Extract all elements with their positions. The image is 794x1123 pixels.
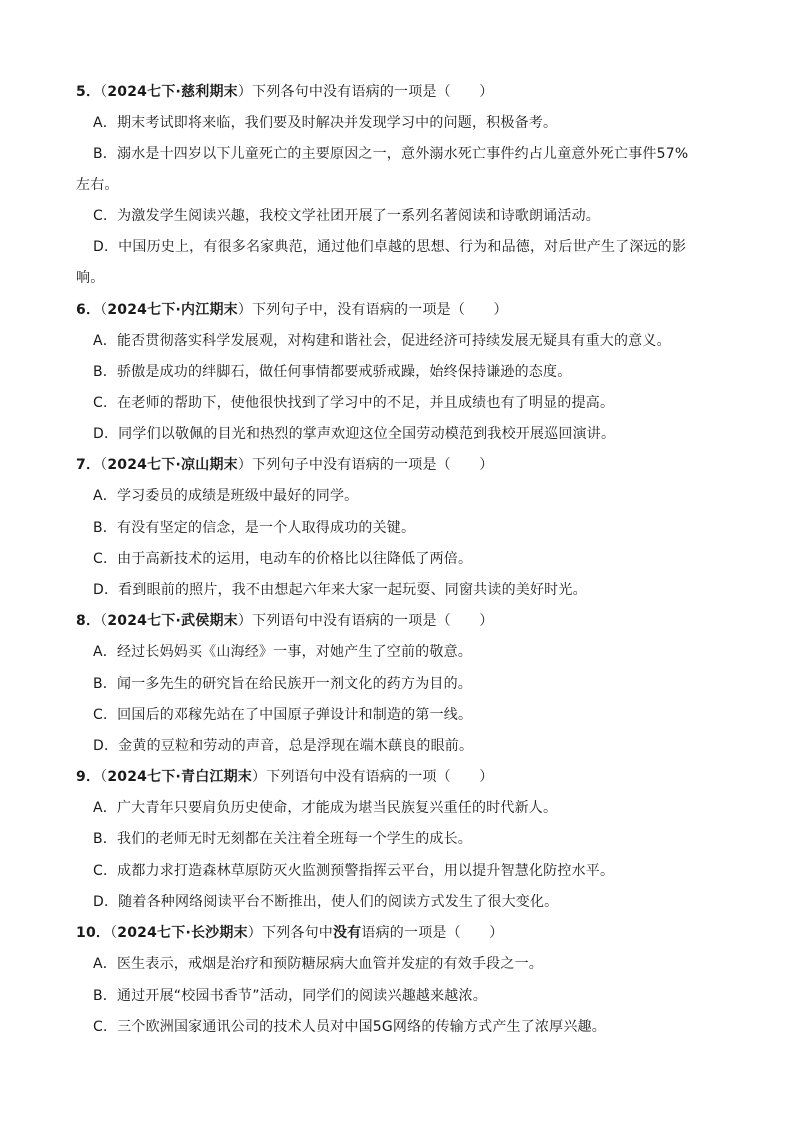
option-a: A．学习委员的成绩是班级中最好的同学。 — [93, 488, 359, 504]
option-c: C．由于高新技术的运用，电动车的价格比以往降低了两倍。 — [93, 551, 473, 567]
question-text-post: 语病的一项是（ ） — [361, 925, 504, 941]
option-d-continued: 响。 — [76, 270, 105, 286]
question-6-stem: 6．（2024七下·内江期末）下列句子中，没有语病的一项是（ ） — [76, 302, 508, 318]
question-text: 下列句子中没有语病的一项是（ ） — [252, 457, 494, 473]
question-number: 6 — [76, 302, 86, 318]
question-number: 7 — [76, 457, 86, 473]
question-10-stem: 10．（2024七下·长沙期末）下列各句中没有语病的一项是（ ） — [76, 925, 504, 941]
question-source: 2024七下·慈利期末 — [107, 84, 238, 100]
option-a: A．医生表示，戒烟是治疗和预防糖尿病大血管并发症的有效手段之一。 — [93, 956, 543, 972]
option-d: D．看到眼前的照片，我不由想起六年来大家一起玩耍、同窗共读的美好时光。 — [93, 582, 587, 598]
question-text: 下列语句中没有语病的一项（ ） — [266, 769, 494, 785]
option-b: B．通过开展“校园书香节”活动，同学们的阅读兴趣越来越浓。 — [93, 988, 487, 1004]
question-text-pre: 下列各句中 — [261, 925, 333, 941]
option-b: B．溺水是十四岁以下儿童死亡的主要原因之一，意外溺水死亡事件约占儿童意外死亡事件57% — [93, 146, 689, 162]
option-b-continued: 左右。 — [76, 177, 119, 193]
option-d: D．同学们以敬佩的目光和热烈的掌声欢迎这位全国劳动模范到我校开展巡回演讲。 — [93, 426, 616, 442]
question-8-stem: 8．（2024七下·武侯期末）下列语句中没有语病的一项是（ ） — [76, 613, 494, 629]
option-a: A．广大青年只要肩负历史使命，才能成为堪当民族复兴重任的时代新人。 — [93, 800, 558, 816]
question-text: 下列语句中没有语病的一项是（ ） — [252, 613, 494, 629]
option-c: C．回国后的邓稼先站在了中国原子弹设计和制造的第一线。 — [93, 707, 473, 723]
option-b: B．我们的老师无时无刻都在关注着全班每一个学生的成长。 — [93, 831, 473, 847]
option-b: B．闻一多先生的研究旨在给民族开一剂文化的药方为目的。 — [93, 676, 473, 692]
option-d: D．中国历史上，有很多名家典范，通过他们卓越的思想、行为和品德，对后世产生了深远的影 — [93, 239, 687, 255]
option-a: A．经过长妈妈买《山海经》一事，对她产生了空前的敬意。 — [93, 644, 472, 660]
question-source: 2024七下·内江期末 — [107, 302, 238, 318]
question-text: 下列句子中，没有语病的一项是（ ） — [252, 302, 508, 318]
question-text: 下列各句中没有语病的一项是（ ） — [252, 84, 494, 100]
option-c: C．在老师的帮助下，使他很快找到了学习中的不足，并且成绩也有了明显的提高。 — [93, 395, 615, 411]
option-c: C．为激发学生阅读兴趣，我校文学社团开展了一系列名著阅读和诗歌朗诵活动。 — [93, 208, 600, 224]
question-source: 2024七下·青白江期末 — [107, 769, 253, 785]
question-number: 10 — [76, 925, 96, 941]
question-number: 8 — [76, 613, 86, 629]
question-5-stem: 5．（2024七下·慈利期末）下列各句中没有语病的一项是（ ） — [76, 84, 494, 100]
option-b: B．有没有坚定的信念，是一个人取得成功的关键。 — [93, 520, 416, 536]
option-a: A．能否贯彻落实科学发展观，对构建和谐社会，促进经济可持续发展无疑具有重大的意义。 — [93, 333, 671, 349]
question-9-stem: 9．（2024七下·青白江期末）下列语句中没有语病的一项（ ） — [76, 769, 494, 785]
question-7-stem: 7．（2024七下·凉山期末）下列句子中没有语病的一项是（ ） — [76, 457, 494, 473]
question-number: 5 — [76, 84, 86, 100]
option-c: C．成都力求打造森林草原防灭火监测预警指挥云平台，用以提升智慧化防控水平。 — [93, 863, 615, 879]
option-d: D．金黄的豆粒和劳动的声音，总是浮现在端木蕻良的眼前。 — [93, 738, 474, 754]
question-number: 9 — [76, 769, 86, 785]
option-c: C．三个欧洲国家通讯公司的技术人员对中国5G网络的传输方式产生了浓厚兴趣。 — [93, 1019, 606, 1035]
question-source: 2024七下·长沙期末 — [117, 925, 248, 941]
option-d: D．随着各种网络阅读平台不断推出，使人们的阅读方式发生了很大变化。 — [93, 894, 559, 910]
question-source: 2024七下·武侯期末 — [107, 613, 238, 629]
question-source: 2024七下·凉山期末 — [107, 457, 238, 473]
question-text-emphasis: 没有 — [332, 925, 362, 941]
option-a: A．期末考试即将来临，我们要及时解决并发现学习中的问题，积极备考。 — [93, 115, 558, 131]
option-b: B．骄傲是成功的绊脚石，做任何事情都要戒骄戒躁，始终保持谦逊的态度。 — [93, 364, 572, 380]
